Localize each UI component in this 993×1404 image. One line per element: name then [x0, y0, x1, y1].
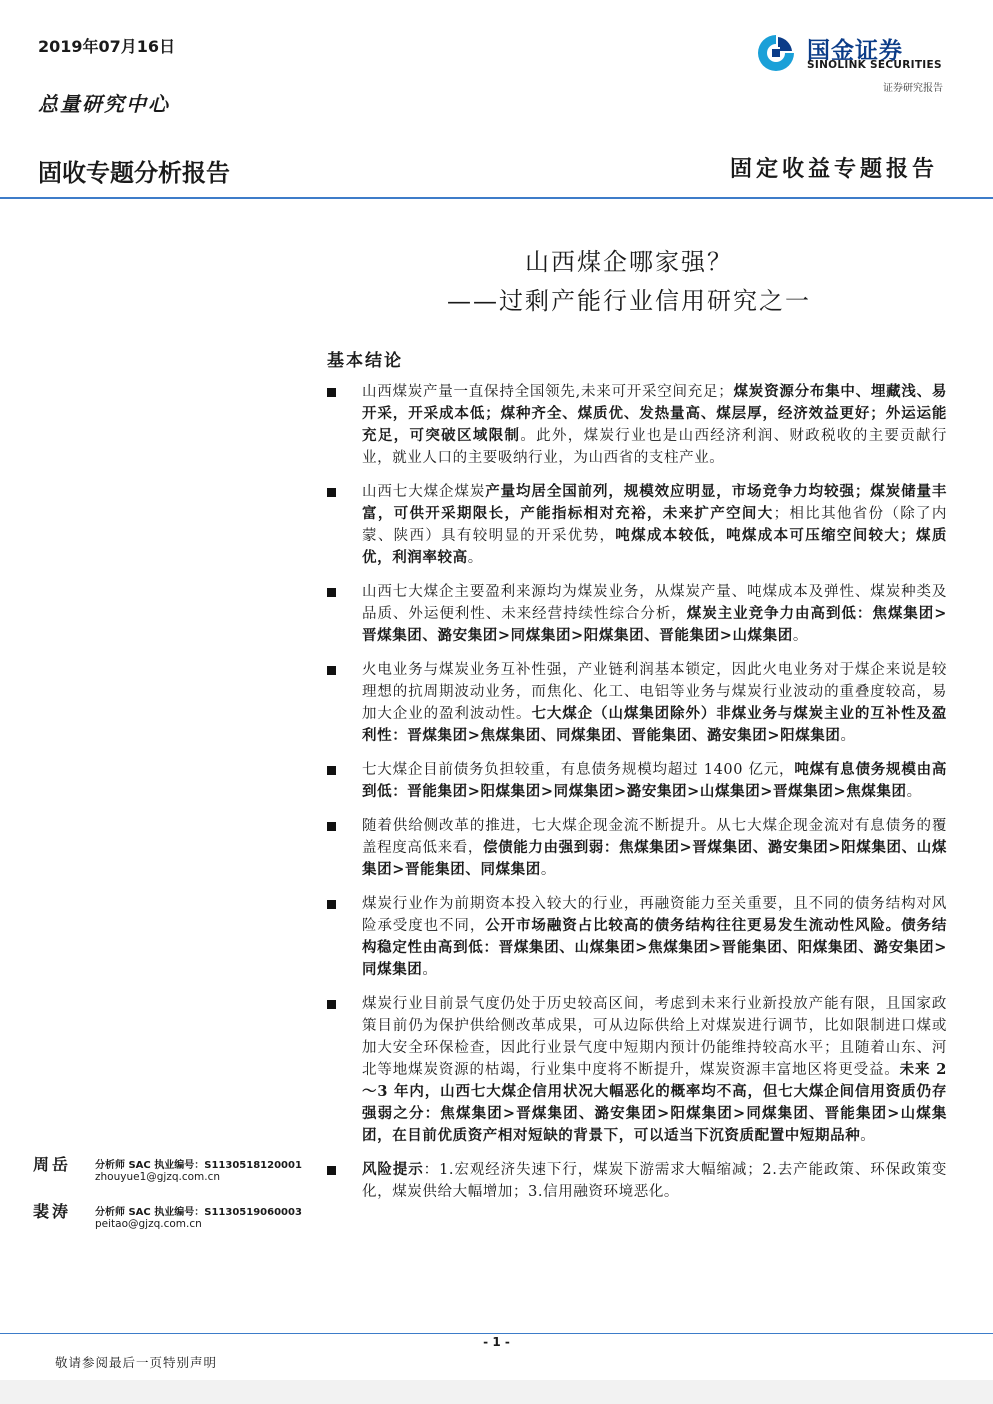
bullet-square-icon	[327, 488, 336, 497]
conclusion-text: 火电业务与煤炭业务互补性强，产业链利润基本锁定，因此火电业务对于煤企来说是较理想的抗周期波动业务，而焦化、化工、电铝等业务与煤炭行业波动的重叠度较高，易加大企业的盈利波动性。	[362, 662, 947, 722]
conclusion-emphasis: 公开市场融资占比较高的债务结构往往更易发生流动性风险。债务结构稳定性由高到低：晋煤集团、山煤集团>焦煤集团>晋能集团、阳煤集团、潞安集团>同煤集团	[362, 917, 947, 978]
conclusion-emphasis: 未来 2～3 年内，山西七大煤企信用状况大幅恶化的概率均不高，但七大煤企间信用资质仍存强弱之分：焦煤集团>晋煤集团、潞安集团>阳煤集团>同煤集团、晋能集团>山煤集团，在目前优质资产相对短缺的背景下，可以适当下沉资质配置中短期品种	[362, 1061, 947, 1144]
conclusion-text: 煤炭行业作为前期资本投入较大的行业，再融资能力至关重要，且不同的债务结构对风险承受度也不同，	[362, 896, 947, 934]
report-category: 固定收益专题报告	[729, 156, 938, 182]
conclusion-text: 。	[860, 1128, 876, 1144]
conclusion-item	[327, 815, 947, 881]
bullet-square-icon	[327, 900, 336, 909]
conclusion-text: 山西七大煤企主要盈利来源均为煤炭业务，从煤炭产量、吨煤成本及弹性、煤炭种类及品质、外运便利性、未来经营持续性综合分析，	[362, 584, 947, 622]
conclusion-text: ；相比其他省份（除了内蒙、陕西）具有较明显的开采优势，	[362, 506, 947, 544]
conclusion-text: 。	[422, 962, 438, 978]
company-logo	[755, 32, 945, 72]
conclusion-text: 。	[792, 628, 808, 644]
header-divider	[0, 197, 993, 199]
conclusion-text: 。	[540, 862, 556, 878]
conclusion-item	[327, 481, 947, 569]
conclusion-emphasis: 七大煤企（山煤集团除外）非煤业务与煤炭主业的互补性及盈利性：晋煤集团>焦煤集团、同煤集团、晋能集团、潞安集团>阳煤集团	[362, 705, 947, 744]
bullet-square-icon	[327, 588, 336, 597]
page-number: - 1 -	[483, 1335, 510, 1349]
conclusion-text: 煤炭行业目前景气度仍处于历史较高区间，考虑到未来行业新投放产能有限，且国家政策目前仍为保护供给侧改革成果，可从边际供给上对煤炭进行调节，比如限制进口煤或加大安全环保检查，因此行业景气度中短期内预计仍能维持较高水平；且随着山东、河北等地煤炭资源的枯竭，行业集中度将不断提升，煤炭资源丰富地区将更受益。	[362, 996, 947, 1078]
logo-english-name: SINOLINK SECURITIES	[807, 59, 942, 71]
conclusion-text: 。	[840, 728, 856, 744]
analyst-email[interactable]: peitao@gjzq.com.cn	[95, 1218, 202, 1230]
conclusion-item	[327, 659, 947, 747]
conclusion-emphasis: 吨煤有息债务规模由高到低：晋能集团>阳煤集团>同煤集团>潞安集团>山煤集团>晋煤集团>焦煤集团	[362, 761, 948, 800]
conclusion-item	[327, 581, 947, 647]
conclusion-list	[327, 381, 947, 1215]
conclusion-item	[327, 893, 947, 981]
report-date: 2019年07月16日	[38, 37, 176, 56]
conclusion-item	[327, 759, 947, 803]
conclusion-emphasis: 煤炭主业竞争力由高到低：焦煤集团>晋煤集团、潞安集团>同煤集团>阳煤集团、晋能集团>山煤集团	[362, 605, 947, 644]
analyst-block	[33, 1199, 313, 1239]
logo-chinese-name: 国金证券	[807, 38, 903, 64]
bullet-square-icon	[327, 766, 336, 775]
bullet-square-icon	[327, 666, 336, 675]
analyst-block	[33, 1152, 313, 1192]
bullet-square-icon	[327, 822, 336, 831]
analyst-license: 分析师 SAC 执业编号：S1130519060003	[95, 1207, 302, 1218]
conclusion-item	[327, 1159, 947, 1203]
conclusion-item	[327, 381, 947, 469]
conclusion-emphasis: 偿债能力由强到弱：焦煤集团>晋煤集团、潞安集团>阳煤集团、山煤集团>晋能集团、同煤集团	[362, 839, 947, 878]
conclusion-text: 山西煤炭产量一直保持全国领先,未来可开采空间充足；	[362, 384, 734, 400]
bullet-square-icon	[327, 1000, 336, 1009]
logo-subtitle: 证券研究报告	[883, 83, 943, 94]
conclusion-emphasis: 煤炭资源分布集中、埋藏浅、易开采，开采成本低；煤种齐全、煤质优、发热量高、煤层厚，经济效益更好；外运运能充足，可突破区域限制	[362, 383, 947, 444]
report-subtitle: ——过剩产能行业信用研究之一	[447, 287, 811, 315]
conclusion-emphasis: 风险提示	[362, 1161, 424, 1178]
footer-disclaimer: 敬请参阅最后一页特别声明	[55, 1355, 218, 1370]
conclusion-text: 。	[906, 784, 922, 800]
conclusion-text: 。此外，煤炭行业也是山西经济利润、财政税收的主要贡献行业，就业人口的主要吸纳行业，为山西省的支柱产业。	[362, 428, 948, 466]
footer-divider	[0, 1333, 993, 1334]
logo-mark-icon	[755, 32, 797, 74]
analyst-name: 周岳	[33, 1155, 72, 1174]
bullet-square-icon	[327, 1166, 336, 1175]
bottom-band	[0, 1380, 993, 1404]
conclusion-text: 随着供给侧改革的推进，七大煤企现金流不断提升。从七大煤企现金流对有息债务的覆盖程度高低来看，	[362, 818, 947, 856]
bullet-square-icon	[327, 388, 336, 397]
conclusion-text: 山西七大煤企煤炭	[362, 484, 486, 500]
analyst-license: 分析师 SAC 执业编号：S1130518120001	[95, 1160, 302, 1171]
report-type: 固收专题分析报告	[38, 159, 230, 187]
conclusion-emphasis: 吨煤成本较低，吨煤成本可压缩空间较大；煤质优，利润率较高	[362, 527, 947, 566]
conclusion-text: 七大煤企目前债务负担较重，有息债务规模均超过 1400 亿元，	[362, 762, 795, 778]
research-center: 总量研究中心	[38, 92, 170, 116]
analyst-name: 裴涛	[33, 1202, 72, 1221]
section-heading: 基本结论	[327, 351, 403, 371]
conclusion-text: ：1.宏观经济失速下行，煤炭下游需求大幅缩减；2.去产能政策、环保政策变化，煤炭供给大幅增加；3.信用融资环境恶化。	[362, 1162, 947, 1200]
conclusion-item	[327, 993, 947, 1147]
conclusion-text: 。	[467, 550, 483, 566]
report-title: 山西煤企哪家强？	[525, 248, 733, 276]
conclusion-emphasis: 产量均居全国前列，规模效应明显，市场竞争力均较强；煤炭储量丰富，可供开采期限长，产能指标相对充裕，未来扩产空间大	[362, 483, 947, 522]
analyst-email[interactable]: zhouyue1@gjzq.com.cn	[95, 1171, 221, 1183]
